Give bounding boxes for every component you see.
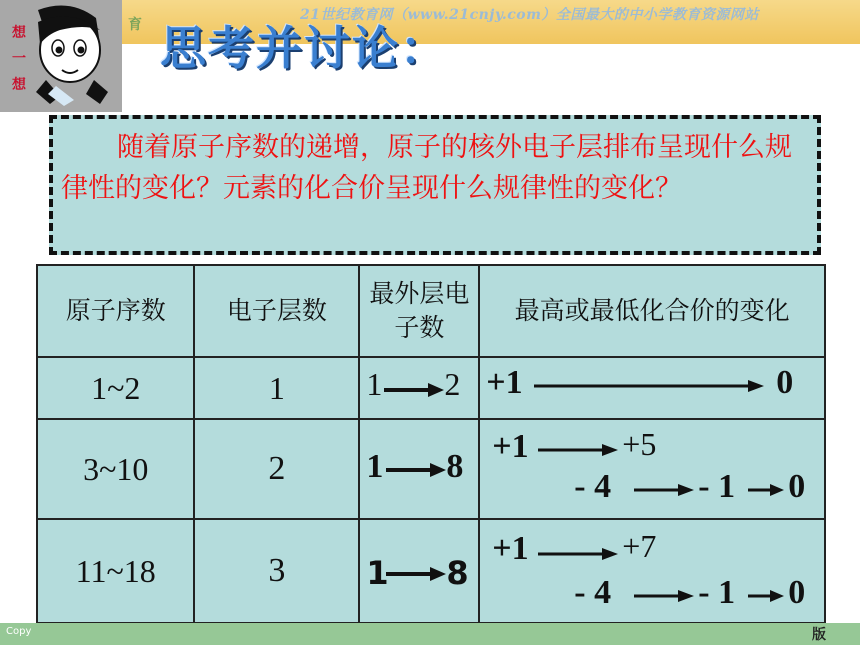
watermark-logo: 育 bbox=[128, 17, 142, 33]
header-shell-count: 电子层数 bbox=[194, 265, 359, 357]
positive-to: +7 bbox=[622, 528, 657, 564]
arrow-icon bbox=[538, 440, 618, 460]
shell-count: 1 bbox=[194, 357, 359, 419]
arrow-icon bbox=[386, 564, 446, 584]
negative-mid: - 1 bbox=[698, 468, 736, 505]
negative-to: 0 bbox=[788, 468, 806, 505]
outer-to: 8 bbox=[446, 554, 469, 592]
footer-strip bbox=[0, 623, 860, 645]
header-outer-electrons-text: 最外层电子数 bbox=[369, 279, 470, 342]
arrow-icon bbox=[634, 480, 694, 500]
page-title: 思考并讨论： bbox=[160, 21, 448, 75]
outer-electrons-cell bbox=[359, 519, 479, 623]
question-box bbox=[49, 115, 821, 255]
header-atomic-number: 原子序数 bbox=[37, 265, 194, 357]
arrow-icon bbox=[634, 586, 694, 606]
outer-electrons-cell bbox=[359, 357, 479, 419]
negative-mid: - 1 bbox=[698, 574, 736, 611]
arrow-icon bbox=[748, 480, 784, 500]
site-watermark: 21世纪教育网（www.21cnjy.com）全国最大的中小学教育资源网站 bbox=[300, 7, 759, 23]
header-valence-change bbox=[479, 265, 825, 357]
negative-from: - 4 bbox=[574, 468, 612, 505]
arrow-icon bbox=[534, 376, 764, 396]
think-label: 想一想 bbox=[12, 25, 26, 93]
table-row bbox=[37, 357, 825, 419]
arrow-icon bbox=[748, 586, 784, 606]
outer-from: 1 bbox=[366, 448, 384, 485]
header-outer-electrons bbox=[359, 265, 479, 357]
positive-from: +1 bbox=[492, 428, 529, 465]
arrow-icon bbox=[538, 544, 618, 564]
outer-to: 2 bbox=[444, 366, 461, 402]
outer-from: 1 bbox=[366, 366, 383, 402]
footer-edition: 版 bbox=[812, 627, 826, 643]
atomic-range: 1~2 bbox=[37, 357, 194, 419]
periodic-rules-table bbox=[36, 264, 826, 624]
arrow-icon bbox=[384, 380, 444, 400]
table-row bbox=[37, 419, 825, 519]
question-text: 随着原子序数的递增，原子的核外电子层排布呈现什么规律性的变化？元素的化合价呈现什么规律性的变化？ bbox=[61, 132, 792, 204]
arrow-icon bbox=[386, 460, 446, 480]
negative-from: - 4 bbox=[574, 574, 612, 611]
valence-cell bbox=[479, 419, 825, 519]
table-row bbox=[37, 519, 825, 623]
outer-electrons-cell bbox=[359, 419, 479, 519]
table-header-row bbox=[37, 265, 825, 357]
valence-cell bbox=[479, 357, 825, 419]
valence-start: +1 bbox=[486, 364, 523, 401]
outer-from: 1 bbox=[366, 554, 389, 592]
outer-to: 8 bbox=[446, 448, 464, 485]
atomic-range: 3~10 bbox=[37, 419, 194, 519]
positive-from: +1 bbox=[492, 530, 529, 567]
negative-to: 0 bbox=[788, 574, 806, 611]
shell-count: 2 bbox=[194, 419, 359, 519]
valence-end: 0 bbox=[776, 364, 794, 401]
positive-to: +5 bbox=[622, 426, 657, 462]
avatar-panel bbox=[0, 0, 122, 112]
shell-count: 3 bbox=[194, 519, 359, 623]
header-valence-change-text: 最高或最低化合价的变化 bbox=[514, 296, 790, 325]
valence-cell bbox=[479, 519, 825, 623]
atomic-range: 11~18 bbox=[37, 519, 194, 623]
footer-copyright: Copy bbox=[6, 626, 32, 637]
